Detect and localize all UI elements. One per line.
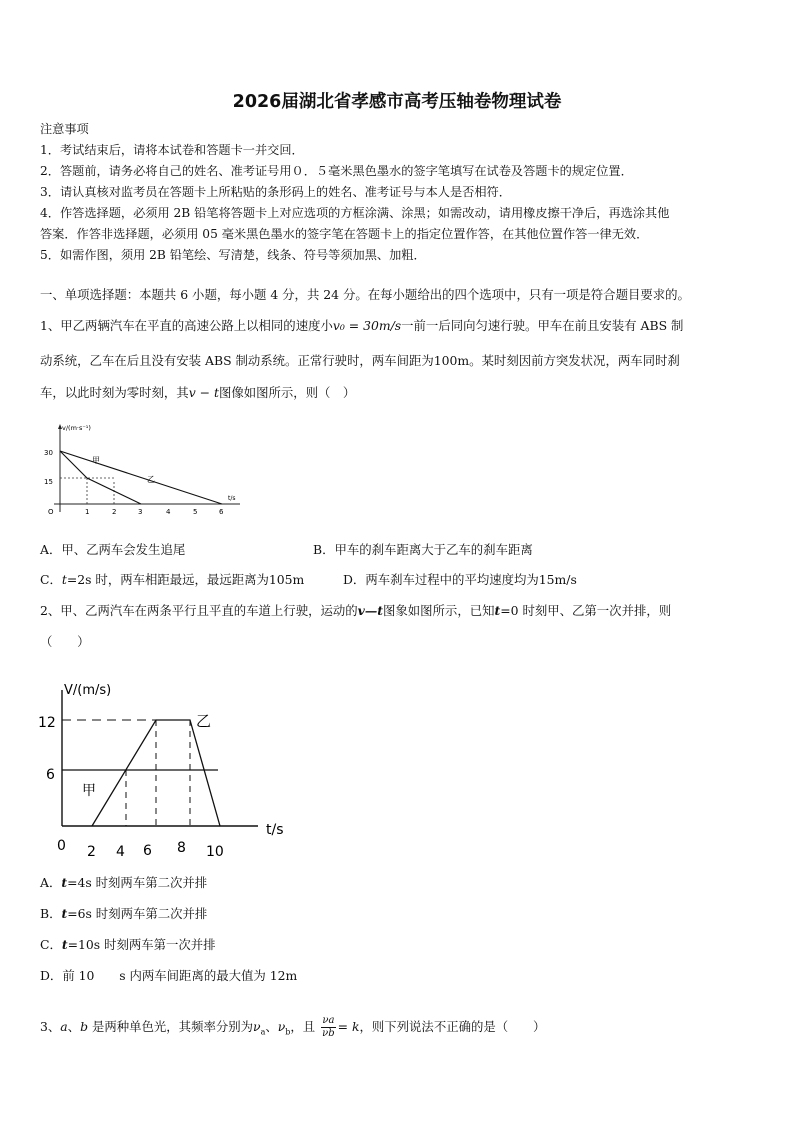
q3-equation: = k xyxy=(337,1019,360,1034)
q3-text: 3、 xyxy=(40,1019,61,1034)
option-text: =2s 时，两车相距最远，最远距离为105m xyxy=(66,572,305,587)
q1-x-tick: 4 xyxy=(166,508,171,516)
q3-text: 、 xyxy=(67,1019,81,1034)
q1-line-yi xyxy=(60,451,222,504)
q3-line1: 3、a、b 是两种单色光，其频率分别为$\nu_a$、$\nu_b$，且 $\frac{\nu a}{\nu b}$ = k，则下列说法不正确的是（ ） xyxy=(40,1015,546,1039)
q2-x-tick: 6 xyxy=(143,843,152,859)
q1-option-b: B．甲车的刹车距离大于乙车的刹车距离 xyxy=(313,542,533,557)
q1-line1 xyxy=(40,318,683,334)
q3-text: 是两种单色光，其频率分别为 xyxy=(88,1019,254,1034)
option-letter: B． xyxy=(40,906,62,921)
notice-item: 2．答题前，请务必将自己的姓名、准考证号用０．５毫米黑色墨水的签字笔填写在试卷及答题卡的规定位置． xyxy=(40,164,633,178)
q2-option-d: D．前 10 s 内两车间距离的最大值为 12m xyxy=(40,968,298,983)
notice-heading: 注意事项 xyxy=(40,122,89,136)
q1-x-tick: 3 xyxy=(138,508,143,516)
q2-x-tick: 8 xyxy=(177,840,186,856)
option-text: =4s 时刻两车第二次并排 xyxy=(67,875,208,890)
q1-text: 一前一后同向匀速行驶。甲车在前且安装有 ABS 制 xyxy=(401,318,684,333)
light-b: b xyxy=(80,1019,88,1034)
q1-option-d: D．两车刹车过程中的平均速度均为15m/s xyxy=(343,572,577,587)
time-variable: t xyxy=(494,603,501,618)
option-letter: C． xyxy=(40,937,62,952)
q3-text: ，且 xyxy=(290,1019,316,1034)
q2-x-tick: 4 xyxy=(116,844,125,860)
q2-label-yi: 乙 xyxy=(196,712,212,730)
q2-line1 xyxy=(40,603,671,619)
frequency-symbol: ν xyxy=(277,1019,286,1034)
q2-option-c xyxy=(40,937,216,953)
fraction-denominator: νb xyxy=(322,1028,335,1039)
q1-vt-graph xyxy=(40,420,250,520)
time-variable: t xyxy=(61,875,68,890)
q2-y-tick: 12 xyxy=(38,715,56,731)
frequency-symbol: ν xyxy=(253,1019,261,1034)
option-text: =6s 时刻两车第二次并排 xyxy=(67,906,208,921)
q1-x-tick: 2 xyxy=(112,508,117,516)
q2-line2: （ ） xyxy=(40,634,90,649)
q2-x-tick: 0 xyxy=(57,838,66,854)
q2-x-label: t/s xyxy=(266,822,284,838)
q2-y-tick: 6 xyxy=(46,767,55,783)
q2-vt-graph xyxy=(36,678,306,862)
fraction-numerator: νa xyxy=(322,1015,335,1026)
option-text: =10s 时刻两车第一次并排 xyxy=(67,937,216,952)
time-variable: t xyxy=(61,937,68,952)
subscript-b: b xyxy=(285,1027,291,1037)
q2-text: 图象如图所示，已知 xyxy=(382,603,495,618)
q1-x-label: t/s xyxy=(228,495,236,502)
q1-origin-label: O xyxy=(48,508,54,516)
q3-text: ，则下列说法不正确的是（ ） xyxy=(359,1019,546,1034)
q1-line-jia xyxy=(60,451,141,504)
q1-x-tick: 5 xyxy=(193,508,198,516)
q2-option-b xyxy=(40,906,207,922)
q2-y-label: V/(m/s) xyxy=(64,683,112,698)
q2-option-a xyxy=(40,875,207,891)
notice-item: 4．作答选择题，必须用 2B 铅笔将答题卡上对应选项的方框涂满、涂黑；如需改动，请用橡皮擦干净后，再选涂其他 xyxy=(40,206,670,220)
q3-fraction xyxy=(321,1015,335,1040)
q1-text: 车，以此时刻为零时刻，其 xyxy=(40,385,189,400)
time-variable: t xyxy=(61,906,68,921)
q1-label-jia: 甲 xyxy=(92,456,100,465)
q2-label-jia: 甲 xyxy=(82,783,96,799)
subscript-a: a xyxy=(260,1027,266,1037)
q1-line3 xyxy=(40,385,355,401)
section-heading: 一、单项选择题：本题共 6 小题，每小题 4 分，共 24 分。在每小题给出的四个选项中，只有一项是符合题目要求的。 xyxy=(40,287,690,302)
q1-y-tick: 30 xyxy=(44,449,53,457)
q1-option-a: A．甲、乙两车会发生追尾 xyxy=(40,542,186,557)
option-letter: C． xyxy=(40,572,62,587)
q2-text: 2、甲、乙两汽车在两条平行且平直的车道上行驶，运动的 xyxy=(40,603,358,618)
page-title: 2026届湖北省孝感市高考压轴卷物理试卷 xyxy=(232,92,562,112)
notice-item: 1．考试结束后，请将本试卷和答题卡一并交回． xyxy=(40,143,304,157)
q2-x-tick: 10 xyxy=(206,844,224,860)
q1-vt-symbol: v − t xyxy=(188,385,219,400)
time-variable: t xyxy=(61,572,67,587)
q1-label-yi: 乙 xyxy=(147,475,155,484)
notice-item: 5．如需作图，须用 2B 铅笔绘、写清楚，线条、符号等须加黑、加粗． xyxy=(40,248,426,262)
q2-text: =0 时刻甲、乙第一次并排，则 xyxy=(500,603,672,618)
notice-item: 3．请认真核对监考员在答题卡上所粘贴的条形码上的姓名、准考证号与本人是否相符． xyxy=(40,185,511,199)
q2-vt-symbol: v—t xyxy=(357,603,383,618)
notice-item: 答案．作答非选择题，必须用 05 毫米黑色墨水的签字笔在答题卡上的指定位置作答，在其他位置作答一律无效． xyxy=(40,227,649,241)
q1-text: 1、甲乙两辆汽车在平直的高速公路上以相同的速度小 xyxy=(40,318,333,333)
q1-velocity-formula: v₀ = 30m/s xyxy=(332,318,402,333)
light-a: a xyxy=(60,1019,68,1034)
q1-option-c xyxy=(40,572,304,588)
q1-text: 图像如图所示，则（ ） xyxy=(218,385,356,400)
q1-x-tick: 6 xyxy=(219,508,224,516)
q1-y-label: v/(m·s⁻¹) xyxy=(62,424,91,432)
q1-x-tick: 1 xyxy=(85,508,90,516)
q2-x-tick: 2 xyxy=(87,844,96,860)
q1-line2: 动系统，乙车在后且没有安装 ABS 制动系统。正常行驶时，两车间距为100m。某时刻因前方突发状况，两车同时刹 xyxy=(40,353,680,368)
option-letter: A． xyxy=(40,875,62,890)
q1-y-tick: 15 xyxy=(44,478,53,486)
